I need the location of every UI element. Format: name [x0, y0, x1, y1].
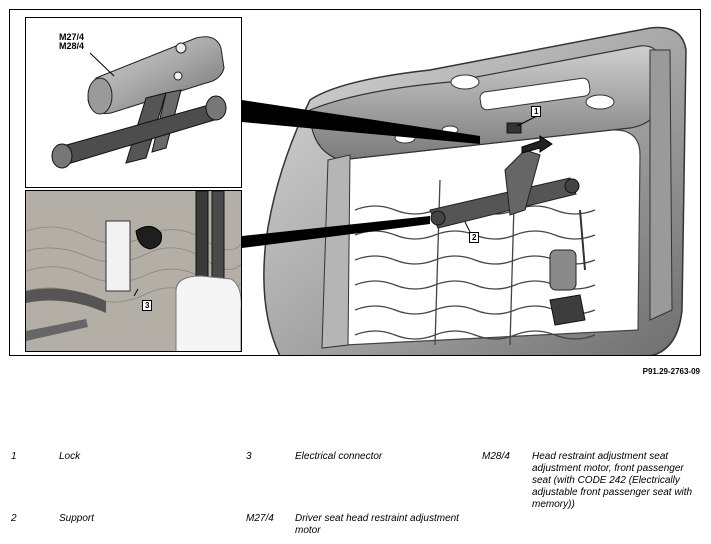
callout-m28-4: M28/4 — [59, 41, 85, 51]
inset-connector-detail — [25, 190, 242, 352]
illustration-figure — [9, 9, 701, 356]
inset-motor-detail — [25, 17, 242, 188]
legend-text-m28-4: Head restraint adjustment seat adjustment motor, front passenger seat (with CODE 242 (Electrically adjustable front passenger seat with memory)) — [532, 451, 693, 510]
legend-key-2: 2 — [11, 513, 17, 524]
legend-key-m27-4: M27/4 — [246, 513, 274, 524]
callout-support-2: 2 — [469, 232, 479, 243]
adjustment-motor — [550, 250, 576, 290]
legend-text-2: Support — [59, 513, 95, 524]
legend-text-3: Electrical connector — [295, 451, 383, 462]
callout-lock-1: 1 — [531, 106, 541, 117]
figure-reference-code: P91.29-2763-09 — [642, 367, 700, 376]
legend-key-m28-4: M28/4 — [482, 451, 510, 462]
callout-m27-4: M27/4 — [59, 32, 85, 42]
legend-key-3: 3 — [246, 451, 252, 462]
legend-text-1: Lock — [59, 451, 81, 462]
connector-plate — [106, 221, 130, 291]
callout-connector-3: 3 — [142, 300, 152, 311]
hand-glove — [176, 276, 241, 352]
legend-key-1: 1 — [11, 451, 17, 462]
legend-text-m27-4: Driver seat head restraint adjustment motor — [295, 513, 459, 536]
